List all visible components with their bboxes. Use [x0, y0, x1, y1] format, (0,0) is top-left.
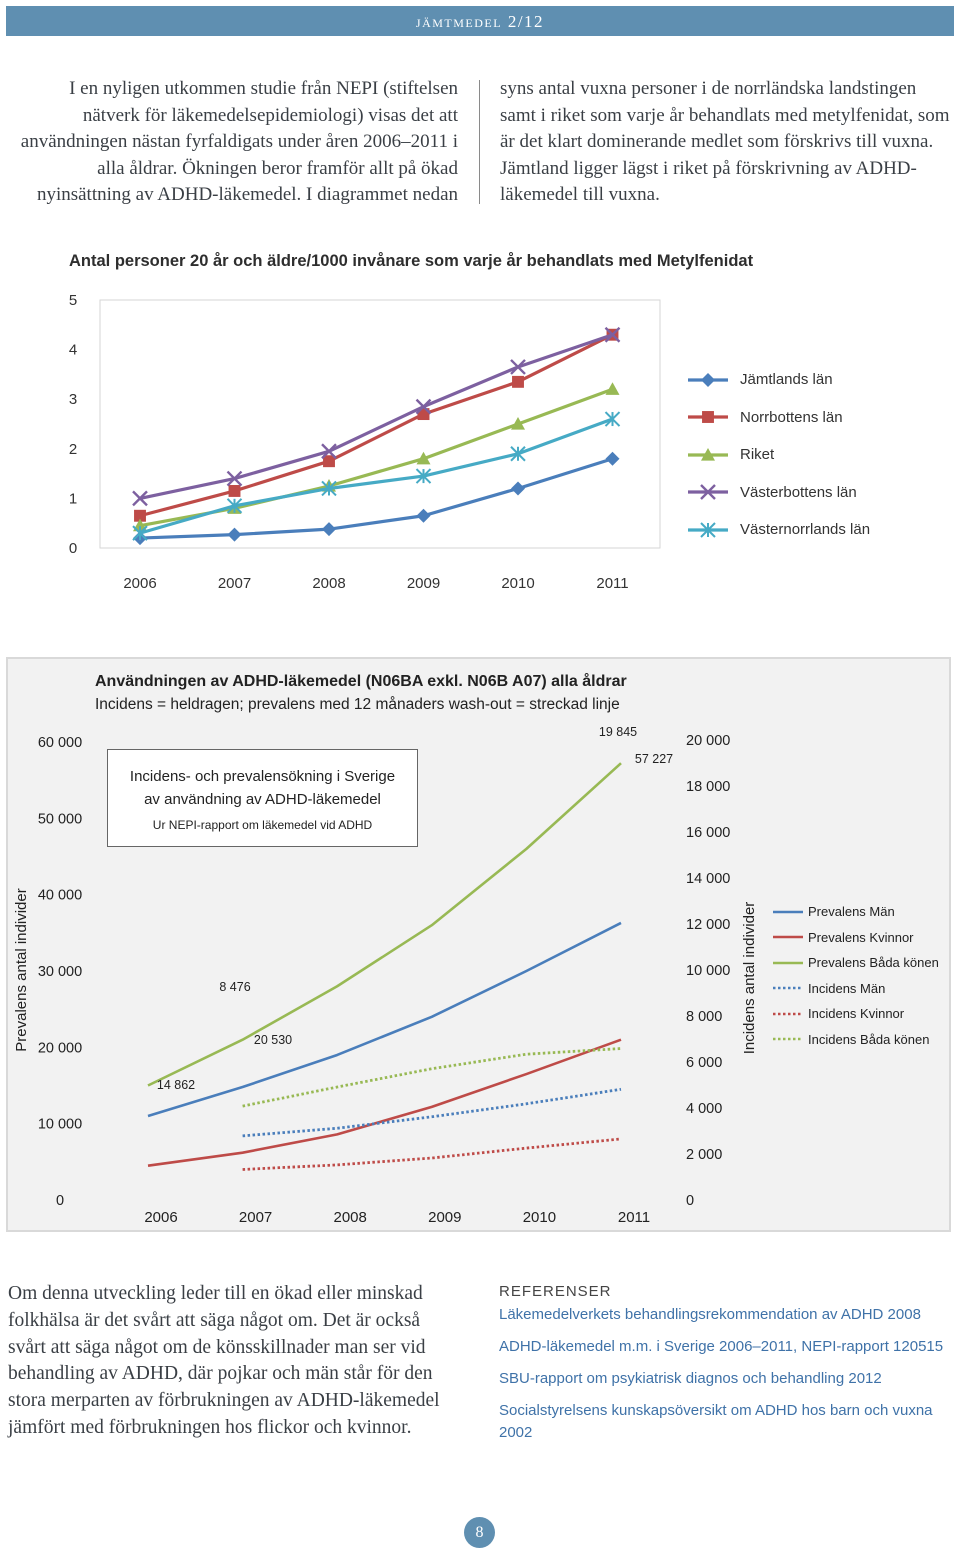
legend-swatch	[772, 907, 804, 917]
legend-label: Incidens Män	[808, 980, 886, 996]
legend-label: Jämtlands län	[740, 371, 833, 389]
legend-item	[772, 1001, 939, 1027]
reference-item[interactable]: SBU-rapport om psykiatrisk diagnos och behandling 2012	[499, 1370, 882, 1387]
y2-tick-label: 10 000	[686, 963, 731, 979]
legend-label: Incidens Kvinnor	[808, 1006, 905, 1022]
series-line	[243, 1089, 621, 1136]
legend-label: Prevalens Kvinnor	[808, 929, 914, 945]
x-tick-label: 2007	[217, 575, 252, 592]
x-tick-label: 2011	[596, 575, 629, 592]
y2-tick-label: 18 000	[686, 779, 731, 795]
legend-item	[772, 925, 939, 951]
y-tick-label: 40 000	[37, 887, 83, 904]
series-line	[243, 1049, 621, 1107]
x-tick-label: 2010	[501, 575, 535, 592]
y-tick-label: 0	[68, 540, 78, 557]
legend-item	[772, 976, 939, 1002]
x-tick-label: 2007	[238, 1209, 273, 1226]
chart2-legend	[772, 899, 939, 1052]
legend-swatch	[772, 1009, 804, 1019]
data-label: 8 476	[219, 980, 251, 994]
y-tick-label: 20 000	[37, 1040, 83, 1057]
legend-label: Västernorrlands län	[740, 521, 871, 539]
y2-tick-label: 14 000	[686, 871, 731, 887]
legend-swatch	[772, 958, 804, 968]
y2-tick-label: 0	[686, 1193, 695, 1209]
x-tick-label: 2009	[406, 575, 441, 592]
y-tick-label: 1	[68, 490, 78, 508]
y-tick-label: 4	[68, 341, 78, 359]
x-tick-label: 2009	[428, 1209, 462, 1226]
reference-item[interactable]: Läkemedelverkets behandlingsrekommendation av ADHD 2008	[499, 1306, 921, 1323]
x-tick-label: 2008	[333, 1209, 367, 1226]
reference-item[interactable]: ADHD-läkemedel m.m. i Sverige 2006–2011, NEPI-rapport 120515	[499, 1338, 944, 1355]
x-tick-label: 2008	[312, 575, 346, 592]
y-tick-label: 5	[68, 292, 78, 309]
y-axis-label: Prevalens antal individer	[13, 888, 30, 1052]
legend-label: Västerbottens län	[740, 483, 857, 501]
y-tick-label: 3	[68, 391, 78, 409]
y-tick-label: 2	[68, 440, 78, 458]
chart2-title: Användningen av ADHD-läkemedel (N06BA exkl. N06B A07) alla åldrar	[95, 673, 627, 690]
data-label: 57 227	[634, 752, 674, 766]
inset-line-2: av användning av ADHD-läkemedel	[144, 791, 381, 808]
legend-label: Riket	[740, 446, 775, 464]
legend-label: Prevalens Båda könen	[808, 955, 939, 971]
y-tick-label: 60 000	[37, 735, 83, 751]
legend-swatch	[772, 932, 804, 942]
intro-text-left: I en nyligen utkommen studie från NEPI (stiftelsen nätverk för läkemedelsepidemiologi) visas det att användningen nästan fyrfaldigats under åren 2006–2011 i alla åldrar. Ökningen beror framför allt på ökad nyinsättning av ADHD-läkemedel. I diagrammet nedan	[20, 78, 458, 205]
data-label: 14 862	[156, 1078, 196, 1092]
legend-item	[772, 1027, 939, 1053]
chart2-subtitle: Incidens = heldragen; prevalens med 12 månaders wash-out = streckad linje	[95, 696, 620, 713]
y2-axis-label: Incidens antal individer	[741, 901, 758, 1055]
y-tick-label: 0	[55, 1193, 65, 1209]
references-heading: REFERENSER	[499, 1283, 612, 1300]
legend-item	[772, 899, 939, 925]
x-tick-label: 2010	[522, 1209, 557, 1226]
y-tick-label: 30 000	[37, 964, 83, 980]
legend-swatch	[772, 983, 804, 993]
x-tick-label: 2006	[144, 1209, 178, 1226]
y-tick-label: 10 000	[37, 1116, 83, 1133]
series-line	[148, 1040, 621, 1166]
y2-tick-label: 20 000	[686, 733, 731, 749]
legend-label: Incidens Båda könen	[808, 1031, 930, 1047]
chart1-title: Antal personer 20 år och äldre/1000 invånare som varje år behandlats med Metylfenidat	[69, 252, 754, 270]
intro-text-right: syns antal vuxna personer i de norrländska landstingen samt i riket som varje år behandlats med metylfenidat, som är det klart dominerande medlet som förskrivs till vuxna. Jämtland ligger lägst i riket på förskrivning av ADHD-läkemedel till vuxna.	[500, 78, 950, 205]
legend-label: Prevalens Män	[808, 904, 895, 920]
y2-tick-label: 2 000	[686, 1147, 723, 1163]
legend-item	[772, 950, 939, 976]
y2-tick-label: 6 000	[686, 1055, 723, 1071]
series-line	[243, 1139, 621, 1170]
legend-swatch	[772, 1034, 804, 1044]
y2-tick-label: 12 000	[686, 917, 731, 933]
inset-source: Ur NEPI-rapport om läkemedel vid ADHD	[152, 818, 373, 832]
y2-tick-label: 16 000	[686, 825, 731, 841]
legend-label: Norrbottens län	[740, 408, 843, 426]
reference-item[interactable]: Socialstyrelsens kunskapsöversikt om ADHD hos barn och vuxna 2002	[499, 1402, 933, 1441]
chart2-inset-box	[107, 749, 418, 847]
series-line	[148, 923, 621, 1116]
x-tick-label: 2006	[123, 575, 157, 592]
header-title: jämtmedel 2/12	[415, 12, 545, 31]
data-label: 19 845	[598, 725, 638, 739]
y2-tick-label: 4 000	[686, 1101, 723, 1117]
inset-heading	[108, 765, 417, 811]
inset-line-1: Incidens- och prevalensökning i Sverige	[129, 768, 396, 785]
page-number: 8	[464, 1517, 495, 1548]
x-tick-label: 2011	[617, 1209, 651, 1226]
references	[499, 1283, 954, 1454]
y2-tick-label: 8 000	[686, 1009, 723, 1025]
body-text: Om denna utveckling leder till en ökad eller minskad folkhälsa är det svårt att säga något om. Det är också svårt att säga något om de könsskillnader man ser vid behandling av ADHD, där pojkar och män står för den stora merparten av förbrukningen av ADHD-läkemedel jämfört med förbrukningen hos flickor och kvinnor.	[8, 1283, 440, 1438]
data-label: 20 530	[253, 1033, 293, 1047]
y-tick-label: 50 000	[37, 811, 83, 828]
